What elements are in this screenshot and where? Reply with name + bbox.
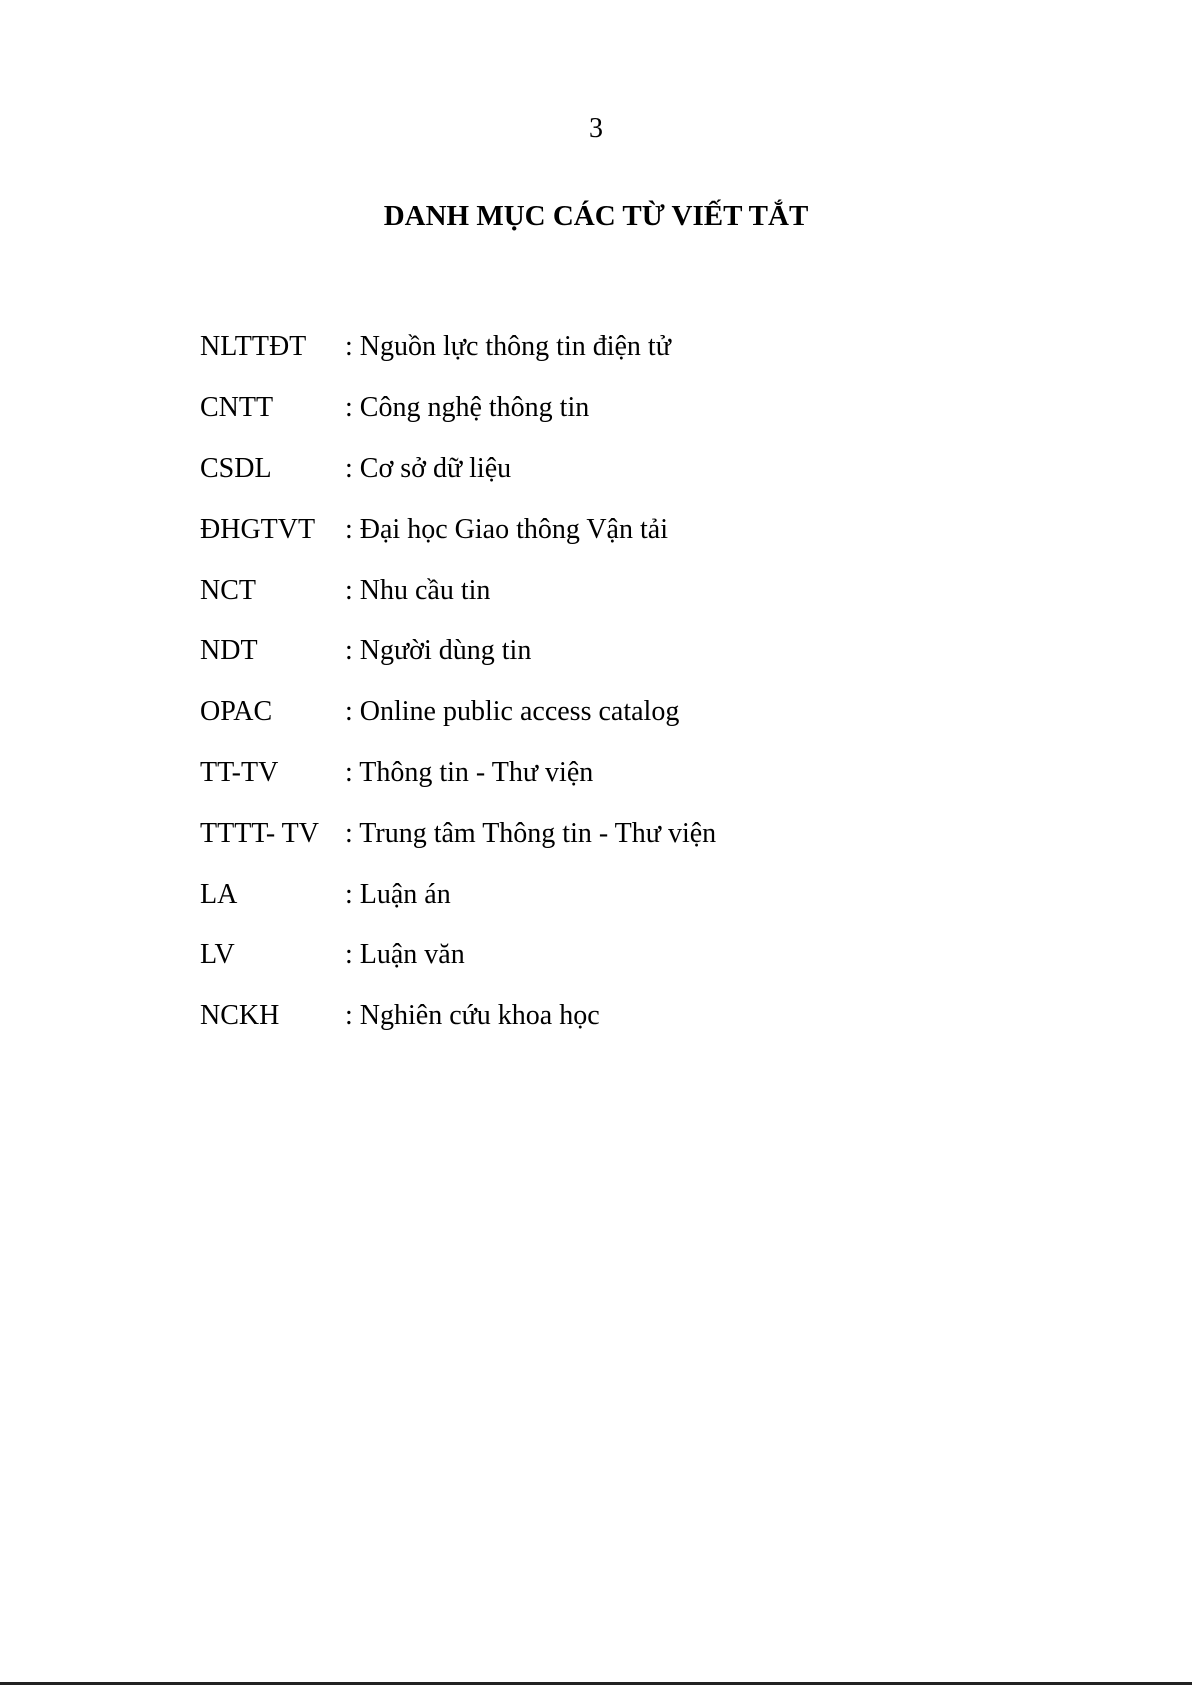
abbreviation-definition: : Cơ sở dữ liệu: [345, 452, 512, 484]
abbreviation-term: ĐHGTVT: [200, 513, 316, 545]
page-title: DANH MỤC CÁC TỪ VIẾT TẮT: [383, 200, 809, 232]
list-item: [200, 499, 1100, 560]
abbreviation-term: NCKH: [200, 1000, 280, 1032]
list-item: [200, 743, 1100, 804]
list-item: [200, 439, 1100, 500]
abbreviation-term: NLTTĐT: [200, 331, 307, 363]
abbreviation-definition: : Nguồn lực thông tin điện tử: [345, 331, 671, 363]
list-item: [200, 864, 1100, 925]
abbreviation-definition: : Trung tâm Thông tin - Thư viện: [345, 817, 717, 849]
list-item: [200, 560, 1100, 621]
list-item: [200, 986, 1100, 1047]
abbreviation-definition: : Đại học Giao thông Vận tải: [345, 513, 668, 545]
abbreviation-definition: : Online public access catalog: [345, 696, 680, 728]
abbreviation-definition: : Nhu cầu tin: [345, 574, 491, 606]
abbreviation-term: LA: [200, 878, 238, 910]
page-number: 3: [589, 113, 603, 144]
abbreviation-term: CSDL: [200, 452, 272, 484]
abbreviation-term: CNTT: [200, 392, 274, 424]
list-item: [200, 803, 1100, 864]
list-item: [200, 621, 1100, 682]
abbreviation-term: TT-TV: [200, 756, 279, 788]
abbreviation-definition: : Nghiên cứu khoa học: [345, 1000, 600, 1032]
abbreviation-definition: : Luận văn: [345, 939, 465, 971]
abbreviation-term: OPAC: [200, 696, 273, 728]
abbreviation-definition: : Người dùng tin: [345, 635, 532, 667]
abbreviation-term: TTTT- TV: [200, 817, 319, 849]
list-item: [200, 317, 1100, 378]
list-item: [200, 925, 1100, 986]
abbreviation-definition: : Luận án: [345, 878, 451, 910]
abbreviation-list: [200, 317, 1100, 1047]
abbreviation-definition: : Thông tin - Thư viện: [345, 756, 594, 788]
list-item: [200, 682, 1100, 743]
list-item: [200, 378, 1100, 439]
abbreviation-term: NCT: [200, 574, 256, 606]
abbreviation-term: LV: [200, 939, 235, 971]
abbreviation-definition: : Công nghệ thông tin: [345, 392, 590, 424]
abbreviation-term: NDT: [200, 635, 258, 667]
